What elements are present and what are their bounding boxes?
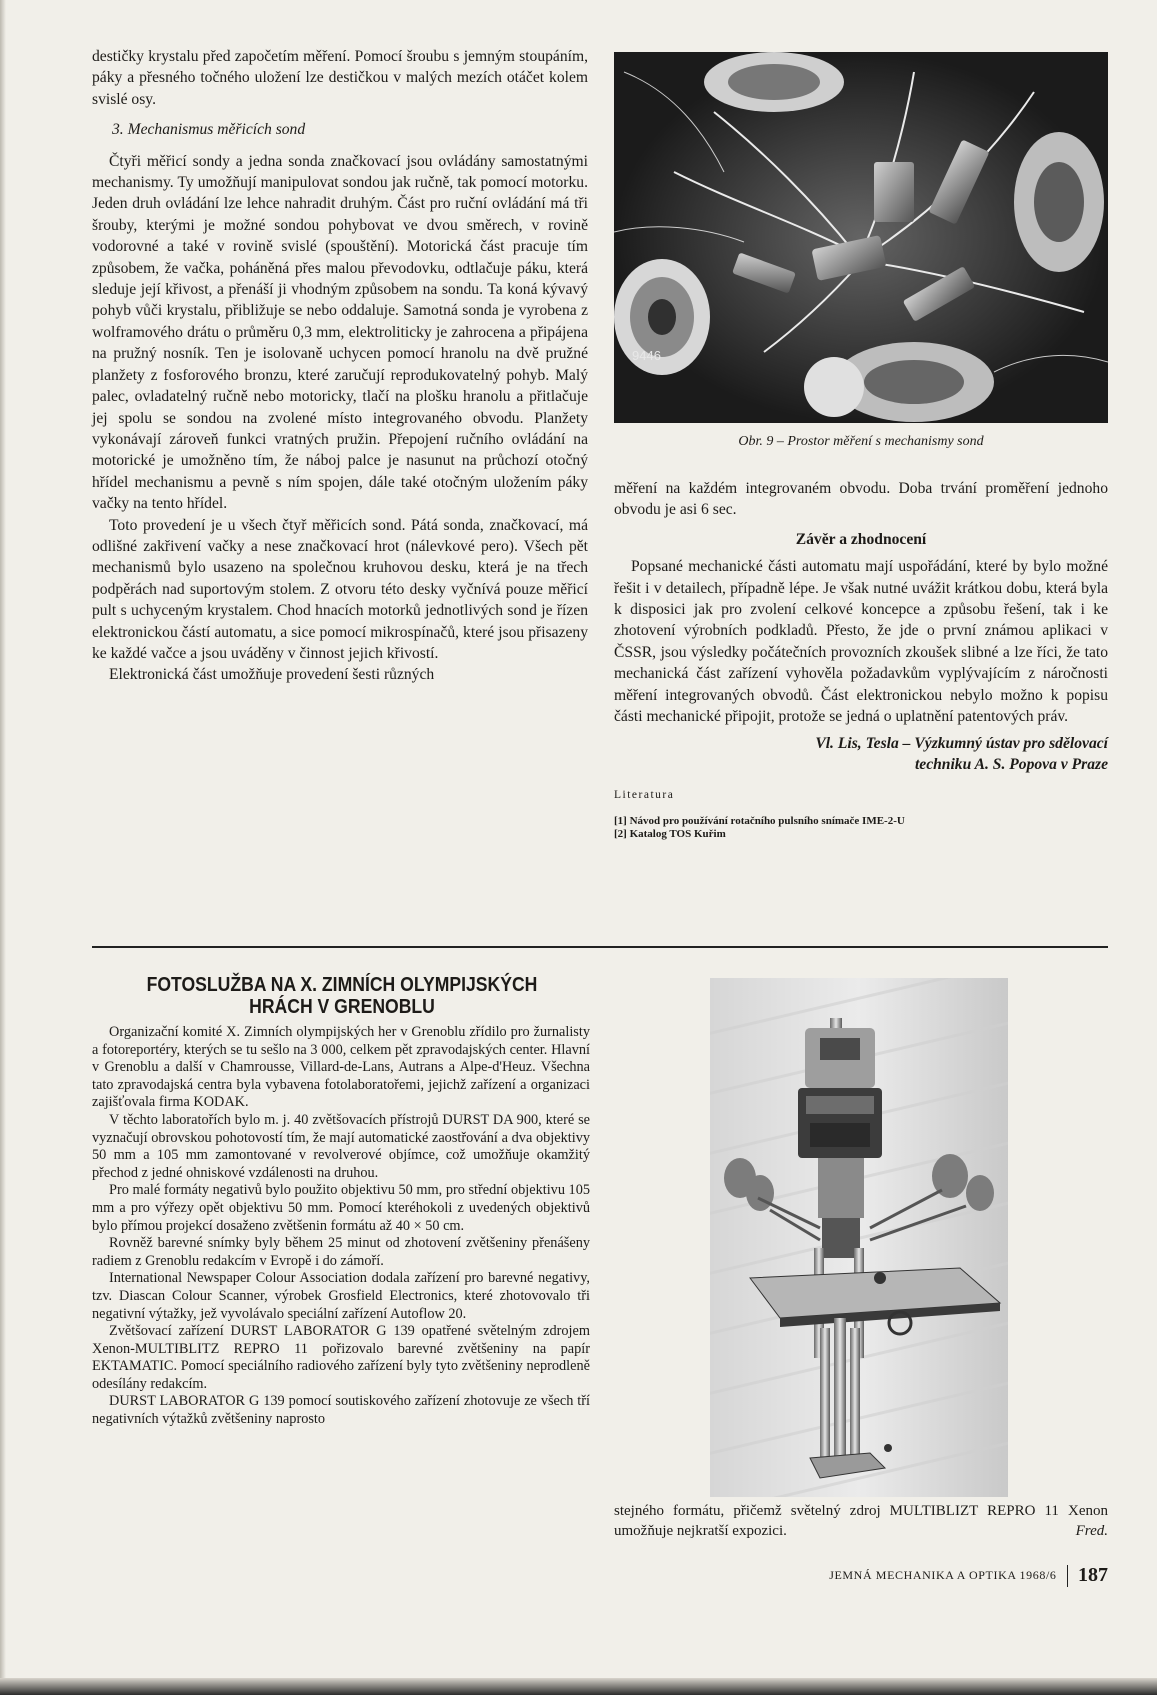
title-line: HRÁCH V GRENOBLU [249,996,435,1018]
enlarger-photo [710,978,1008,1497]
reference-item: [2] Katalog TOS Kuřim [614,827,726,840]
photo-stamp-number: 9446 [632,348,661,363]
page-number: 187 [1078,1564,1108,1586]
bottom-right-continuation [614,1502,1108,1541]
signature-line: techniku A. S. Popova v Praze [914,756,1108,774]
paragraph: Organizační komité X. Zimních olympijských her v Grenoblu zřídilo pro žurnalisty a fotoreportéry, kterých se tu sešlo na 3 000, celkem pět zpravodajských center. Hlavní v Grenoblu a další v Chamrousse, Villard-de-Lans, Autrans a Alpe-d'Heuz. Všechna tato zpravodajská centra byla vybavena fotolaboratořemi, jejichž zařízení a organizaci zajišťovala firma KODAK. [92,1024,590,1111]
figure-9-caption: Obr. 9 – Prostor měření s mechanismy sond [738,434,984,449]
left-text-column [92,46,588,686]
paragraph: International Newspaper Colour Association dodala zařízení pro barevné negativy, tzv. Diascan Colour Scanner, výrobek Grosfield Electronics, které zhotovovalo tři negativní výtažky, jež vyvolávalo speciální zařízení Autoflow 20. [92,1270,590,1322]
references-title: Literatura [614,789,675,802]
paragraph: Zvětšovací zařízení DURST LABORATOR G 139 opatřené světelným zdrojem Xenon-MULTIBLITZ REPRO 11 pořizovalo barevné zvětšeniny na papír EKTAMATIC. Pomocí speciálního radiového zařízení byly tyto zvětšeniny neprodleně odesílány redakcím. [92,1323,590,1392]
reference-item: [1] Návod pro používání rotačního pulsního snímače IME-2-U [614,814,905,827]
paragraph: Pro malé formáty negativů bylo použito objektivu 50 mm, pro střední objektivu 105 mm a pro výřezy opět objektivu 50 mm. Pomocí kteréhokoli z uvedených objektivů bylo přímou projekcí dosaženo zvětšenin formátu až 40 × 50 cm. [92,1182,590,1234]
title-line: FOTOSLUŽBA NA X. ZIMNÍCH OLYMPIJSKÝCH [146,974,538,996]
page-scan-edge [0,0,6,1695]
paragraph: Rovněž barevné snímky byly během 25 minut od zhotovení zvětšeniny přenášeny radiem z Grenoblu redakcím v Evropě i do zámoří. [92,1235,590,1269]
paragraph: stejného formátu, přičemž světelný zdroj MULTIBLIZT REPRO 11 Xenon umožňuje nejkratší expozici. [614,1503,1108,1539]
figure-9-photo [614,52,1108,423]
journal-name: JEMNÁ MECHANIKA A OPTIKA 1968/6 [829,1568,1057,1582]
paragraph: Čtyři měřicí sondy a jedna sonda značkovací jsou ovládány samostatnými mechanismy. Ty umožňují manipulovat sondou jak ručně, tak pomocí motorku. Jeden druh ovládání lze lehce nahradit druhým. Část pro ruční ovládání má tři šrouby, kterými je možné sondou pohybovat ve dvou směrech, v rovině vodorovné a také v rovině svislé (spouštění). Motorická část pracuje tím způsobem, že vačka, poháněná přes malou převodovku, odtlačuje páku, která sleduje její křivost, a přenáší ji vhodným způsobem na sondu. Ta koná kývavý pohyb vůči krystalu, přibližuje se nebo oddaluje. Samotná sonda je vyrobena z wolframového drátu o průměru 0,3 mm, elektroliticky je zahrocena a připájena na pružný nosník. Ten je isolovaně uchycen pomocí hranolu na dvě pružné planžety z fosforového bronzu, které zaručují reprodukovatelný pohyb. Malý palec, ovladatelný ručně nebo motoricky, tlačí na plošku hranolu a přitlačuje jej spolu se sondou na zvolené místo integrovaného obvodu. Planžety vykonávají zároveň funkci vratných pružin. Přepojení ručního ovládání na motorické je umožněno tím, že náboj palce je nasunut na průchozí otočný hřídel mechanismu a pevně s ním spojen, dále také otočným uložením páky vačky na tento hřídel. [92,152,588,513]
signature-line: Vl. Lis, Tesla – Výzkumný ústav pro sdělovací [815,735,1108,753]
right-text-column [614,478,1108,841]
references-list [614,815,1108,841]
section-heading: 3. Mechanismus měřicích sond [112,121,306,139]
paragraph: Popsané mechanické části automatu mají uspořádání, které by bylo možné řešit i v detailech, případně lépe. Je však nutné uvážit krátkou dobu, která byla k disposici jak pro zvolení celkové koncepce a způsobu řešení, tak i ke zhotovení výrobních podkladů. Přesto, že jde o první známou aplikaci v ČSSR, jsou výsledky počátečních provozních zkoušek slibné a lze říci, že tato mechanická část zařízení vyhověla požadavkům vyplývajícím z náročnosti měření integrovaných obvodů. Část elektronickou nebylo možno k popisu části mechanické připojit, protože se jedná o uplatnění patentových práv. [614,558,1108,726]
paragraph: DURST LABORATOR G 139 pomocí soutiskového zařízení zhotovuje ze všech tří negativních výtažků zvětšeniny naprosto [92,1393,590,1428]
paragraph: měření na každém integrovaném obvodu. Doba trvání proměření jednoho obvodu je asi 6 sec. [614,480,1108,519]
page-scan-bottom-edge [0,1678,1157,1695]
conclusion-heading: Závěr a zhodnocení [795,530,927,548]
article-divider [92,946,1108,948]
article-title [122,974,562,1018]
article-author: Fred. [1075,1522,1108,1539]
enlarger-illustration [710,978,1008,1497]
probe-mechanism-illustration [614,52,1108,423]
paragraph: Toto provedení je u všech čtyř měřicích sond. Pátá sonda, značkovací, má odlišné zakřivení vačky a nese značkovací hrot (nálevkové pero). Všech pět mechanismů bylo usazeno na společnou kruhovou desku, která je na třech podpěrách nad suportovým stolem. Z otvoru této desky vyčnívá pouze měřicí pult s uchyceným krystalem. Chod hnacích motorků jednotlivých sond je řízen elektronickou částí automatu, a sice pomocí mikrospínačů, které jsou přisazeny ke každé vačce a jsou uváděny v činnost jejich křivostí. [92,516,588,662]
paragraph: Elektronická část umožňuje provedení šesti různých [109,666,435,684]
page-footer [829,1564,1108,1587]
author-signature [614,733,1108,775]
bottom-article-text [92,1024,590,1429]
intro-paragraph: destičky krystalu před započetím měření. Pomocí šroubu s jemným stoupáním, páky a přesného točného uložení lze destičkou v malých mezích otáčet kolem svislé osy. [92,48,588,108]
footer-separator [1067,1565,1069,1587]
paragraph: V těchto laboratořích bylo m. j. 40 zvětšovacích přístrojů DURST DA 900, které se vyznačují obrovskou pohotovostí tím, že mají automatické zaostřování a dva objektivy 50 mm a 105 mm zamontované v revolverové objímce, což umožňuje okamžitý přechod z jedné ohniskové vzdálenosti na druhou. [92,1111,590,1181]
